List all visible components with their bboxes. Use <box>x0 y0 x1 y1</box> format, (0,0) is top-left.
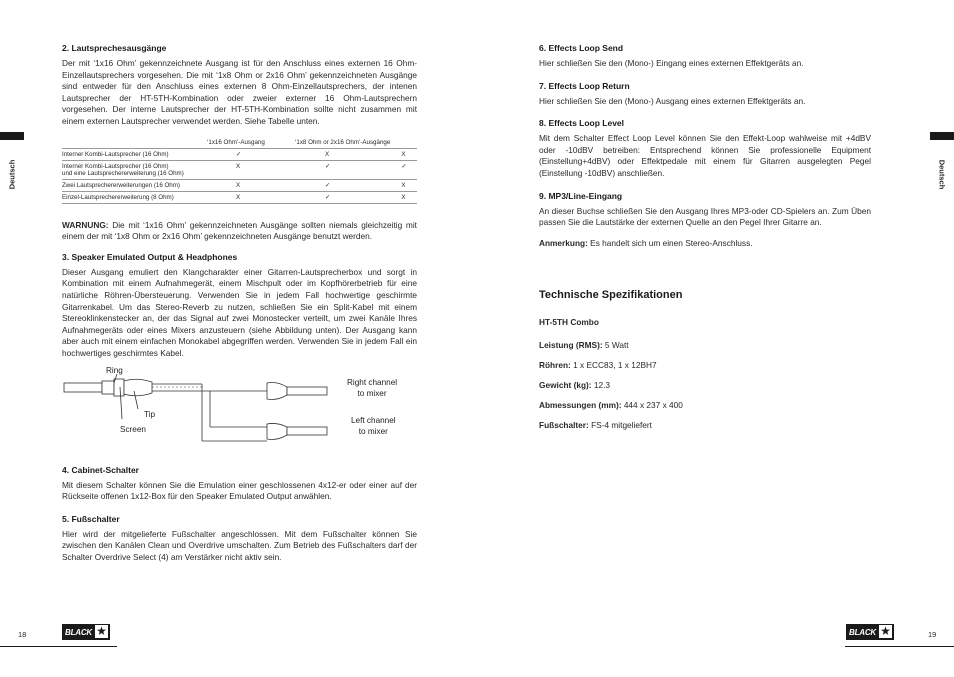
section-9-body: An dieser Buchse schließen Sie den Ausgang Ihres MP3-oder CD-Spielers an. Zum Üben passen Sie die Lautstärke der externen Quelle an den Pegel Ihrer Gitarre an. <box>539 205 871 228</box>
section-5-title: 5. Fußschalter <box>62 513 120 524</box>
section-5-body: Hier wird der mitgelieferte Fußschalter angeschlossen. Mit dem Fußschalter können Sie zwischen den Kanälen Clean und Overdrive umschalten. Zum Betrieb des Fußschalters darf der Schalter Overdrive Select (4) am Verstärker nicht aktiv sein. <box>62 528 417 562</box>
brand-logo-left <box>62 624 110 640</box>
note-label: Anmerkung: <box>539 237 588 248</box>
star-icon: ★ <box>96 624 107 638</box>
language-tab-label: Deutsch <box>7 159 17 190</box>
table-cell: X <box>207 191 295 203</box>
spec-label: Fußschalter: <box>539 420 589 431</box>
ring-label: Ring <box>106 365 123 375</box>
spec-item <box>539 420 871 430</box>
section-3-title: 3. Speaker Emulated Output & Headphones <box>62 251 238 262</box>
table-cell: Zwei Lautsprechererweiterungen (16 Ohm) <box>62 179 207 191</box>
warning-label: WARNUNG: <box>62 219 109 230</box>
spec-item <box>539 380 871 390</box>
right-column <box>539 43 871 440</box>
left-column <box>62 43 417 572</box>
footer-rule-left <box>0 646 117 647</box>
spec-value: 12.3 <box>591 380 611 391</box>
language-tab-left <box>0 132 24 218</box>
left-channel-label: Left channel to mixer <box>351 415 396 436</box>
star-icon: ★ <box>880 624 891 638</box>
section-6-title: 6. Effects Loop Send <box>539 43 624 53</box>
section-8-title: 8. Effects Loop Level <box>539 118 625 129</box>
specs-model: HT-5TH Combo <box>539 317 599 328</box>
page-number-right: 19 <box>928 630 937 639</box>
spec-item <box>539 360 871 370</box>
spec-value: 1 x ECC83, 1 x 12BH7 <box>570 360 657 371</box>
warning-text: Die mit ‘1x16 Ohm’ gekennzeichneten Ausgänge sollten niemals gleichzeitig mit einem der mit ‘1x8 Ohm or 2x16 Ohm’ gekennzeichneten Ausgänge benutzt werden. <box>62 219 417 242</box>
section-9-title: 9. MP3/Line-Eingang <box>539 190 623 201</box>
tip-label: Tip <box>144 409 156 419</box>
section-6-body: Hier schließen Sie den (Mono-) Eingang eines externen Effektgeräts an. <box>539 58 804 68</box>
table-cell: Einzel-Lautsprechererweiterung (8 Ohm) <box>62 191 207 203</box>
section-4-body: Mit diesem Schalter können Sie die Emulation einer geschlossenen 4x12-er oder einer auf der Rückseite offenen 1x12-Box für den Speaker Emulated Output anwählen. <box>62 479 417 502</box>
table-cell: X <box>401 179 417 191</box>
table-header-cell: ‘1x16 Ohm’-Ausgang <box>207 138 265 146</box>
page-number-left: 18 <box>18 630 27 639</box>
table-cell: ✓ <box>295 160 401 179</box>
section-8-body: Mit dem Schalter Effect Loop Level können Sie den Effekt-Loop wahlweise mit +4dBV oder -10dBV betreiben: Entsprechend können Sie professionelle Equipment (Einstellung+4dBV) oder Effektpedale mit einem für Gitarren ausgelegten Pegel (Einstellung -10dBV) anschließen. <box>539 133 871 178</box>
spec-value: FS-4 mitgeliefert <box>588 420 652 431</box>
table-cell: X <box>401 191 417 203</box>
table-cell: Interner Kombi-Lautsprecher (16 Ohm) <box>62 148 207 160</box>
table-header-row <box>62 137 417 149</box>
table-cell: ✓ <box>401 160 417 179</box>
brand-logo-right <box>846 624 894 640</box>
table-cell: ✓ <box>295 179 401 191</box>
table-row <box>62 191 417 203</box>
spec-label: Gewicht (kg): <box>539 380 592 391</box>
spec-item <box>539 400 871 410</box>
table-cell: ✓ <box>207 148 295 160</box>
table-cell: Interner Kombi-Lautsprecher (16 Ohm) und eine Lautsprechererweiterung (16 Ohm) <box>62 160 207 179</box>
split-cable-diagram <box>62 365 417 449</box>
section-4-title: 4. Cabinet-Schalter <box>62 464 139 475</box>
table-header-cell <box>62 137 207 149</box>
table-cell: ✓ <box>295 191 401 203</box>
table-row <box>62 160 417 179</box>
section-3-body: Dieser Ausgang emuliert den Klangcharakter einer Gitarren-Lautsprecherbox und sorgt in Kombination mit einem Aufnahmegerät, einem Mischpult oder im Kopfhörerbetrieb für eine natürliche Röhren-Übersteuerung. Verwenden Sie in jedem Fall hochwertige geschirmte Gitarrenkabel. Um das Stereo-Reverb zu nutzen, schließen Sie ein Split-Kabel mit einem Stereoklinkenstecker an, der das Signal auf zwei Monostecker verteilt, um zwei Kanäle Ihres Aufnahmegeräts oder eines Mixers anzusteuern (siehe Abbildung unten). Der Ausgang kann aber auch mit einem einfachen Monokabel abgegriffen werden. Verwenden Sie in jedem Fall ein hochwertiges geschirmtes Kabel. <box>62 266 417 358</box>
right-page <box>477 0 954 677</box>
table-row <box>62 179 417 191</box>
section-2-title: 2. Lautsprechesausgänge <box>62 43 167 53</box>
speaker-table <box>62 137 417 204</box>
warning-paragraph <box>62 220 417 243</box>
spec-value: 5 Watt <box>602 340 629 351</box>
section-2-body: Der mit ‘1x16 Ohm’ gekennzeichnete Ausgang ist für den Anschluss eines externen 16 Ohm-Einzellautsprechers vorgesehen. Die mit ‘1x8 Ohm or 2x16 Ohm’ gekennzeichneten Ausgänge sind entweder für den Anschluss eines externen 8 Ohm-Einzellautsprechers, der intenen Lautsprecher der HT-5TH-Kombination oder zweier externer 16 Ohm-Lautsprechern vorgesehen. Der interne Lautsprecher der HT-5TH-Kombination sollte nicht zusammen mit einem externen Lautsprecher verwendet werden. Siehe Tabelle unten. <box>62 58 417 126</box>
language-tab-label: Deutsch <box>937 159 947 190</box>
table-header-cell: ‘1x8 Ohm or 2x16 Ohm’-Ausgänge <box>295 138 391 146</box>
spec-label: Abmessungen (mm): <box>539 400 622 411</box>
spec-value: 444 x 237 x 400 <box>621 400 683 411</box>
spec-item <box>539 340 871 350</box>
section-7-body: Hier schließen Sie den (Mono-) Ausgang eines externen Effektgeräts an. <box>539 95 806 106</box>
spec-label: Röhren: <box>539 360 571 371</box>
table-cell: X <box>401 148 417 160</box>
table-row <box>62 148 417 160</box>
brand-logo-text: BLACK <box>849 627 876 637</box>
table-cell: X <box>295 148 401 160</box>
brand-logo-text: BLACK <box>65 627 92 637</box>
right-channel-label: Right channel to mixer <box>347 377 398 398</box>
spec-label: Leistung (RMS): <box>539 340 603 351</box>
table-cell: X <box>207 179 295 191</box>
screen-label: Screen <box>120 424 146 434</box>
note-text: Es handelt sich um einen Stereo-Anschluss. <box>587 237 753 248</box>
specs-title: Technische Spezifikationen <box>539 289 683 302</box>
footer-rule-right <box>845 646 954 647</box>
table-cell: X <box>207 160 295 179</box>
note-paragraph <box>539 238 871 250</box>
language-tab-right <box>930 132 954 218</box>
section-7-title: 7. Effects Loop Return <box>539 80 630 91</box>
